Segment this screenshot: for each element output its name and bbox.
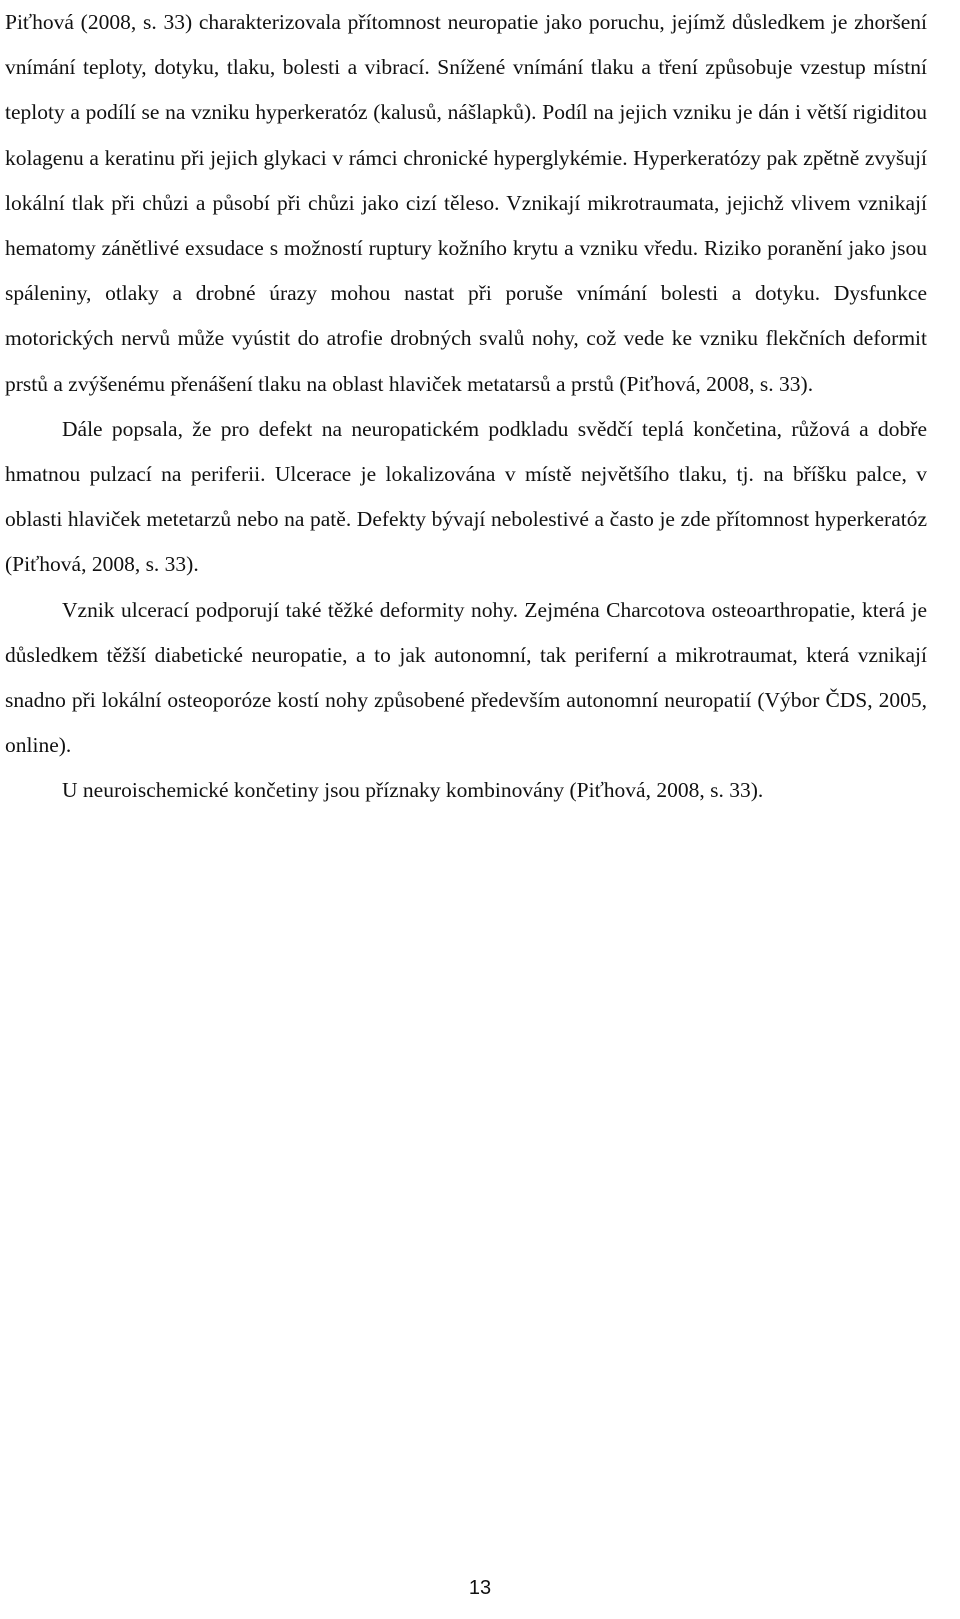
- paragraph-neuropathy-characteristics: Piťhová (2008, s. 33) charakterizovala přítomnost neuropatie jako poruchu, jejímž důsledkem je zhoršení vnímání teploty, dotyku, tlaku, bolesti a vibrací. Snížené vnímání tlaku a tření způsobuje vzestup místní teploty a podílí se na vzniku hyperkeratóz (kalusů, nášlapků). Podíl na jejich vzniku je dán i větší rigiditou kolagenu a keratinu při jejich glykaci v rámci chronické hyperglykémie. Hyperkeratózy pak zpětně zvyšují lokální tlak při chůzi a působí při chůzi jako cizí těleso. Vznikají mikrotraumata, jejichž vlivem vznikají hematomy zánětlivé exsudace s možností ruptury kožního krytu a vzniku vředu. Riziko poranění jako jsou spáleniny, otlaky a drobné úrazy mohou nastat při poruše vnímání bolesti a dotyku. Dysfunkce motorických nervů může vyústit do atrofie drobných svalů nohy, což vede ke vzniku flekčních deformit prstů a zvýšenému přenášení tlaku na oblast hlaviček metatarsů a prstů (Piťhová, 2008, s. 33).: [5, 10, 927, 396]
- paragraph-ulceration-deformities: Vznik ulcerací podporují také těžké deformity nohy. Zejména Charcotova osteoarthropatie, která je důsledkem těžší diabetické neuropatie, a to jak autonomní, tak periferní a mikrotraumat, která vznikají snadno při lokální osteoporóze kostí nohy způsobené především autonomní neuropatií (Výbor ČDS, 2005, online).: [5, 597, 927, 758]
- page-number: 13: [468, 1577, 492, 1599]
- body-text: [5, 0, 927, 814]
- paragraph-neuropathic-defect: Dále popsala, že pro defekt na neuropatickém podkladu svědčí teplá končetina, růžová a dobře hmatnou pulzací na periferii. Ulcerace je lokalizována v místě největšího tlaku, tj. na bříšku palce, v oblasti hlaviček metetarzů nebo na patě. Defekty bývají nebolestivé a často je zde přítomnost hyperkeratóz (Piťhová, 2008, s. 33).: [5, 416, 927, 577]
- paragraph-neuroischemic-limb: U neuroischemické končetiny jsou příznaky kombinovány (Piťhová, 2008, s. 33).: [62, 778, 764, 803]
